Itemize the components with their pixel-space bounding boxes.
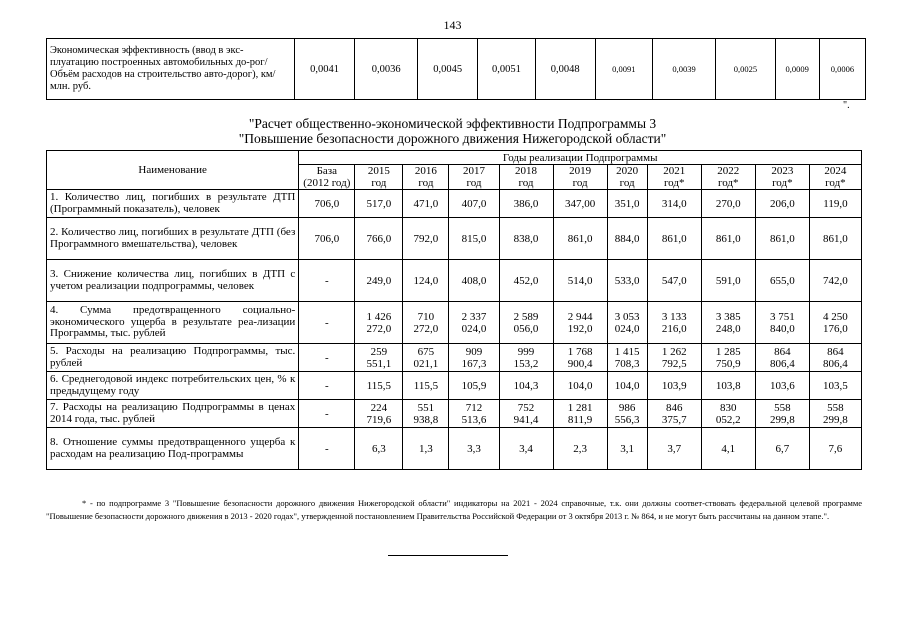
- year-header-cell: [553, 165, 607, 190]
- table-row: [47, 218, 862, 260]
- value-cell: 104,0: [553, 372, 607, 400]
- year-header-line: год: [418, 177, 434, 189]
- value-line: 792,5: [661, 357, 687, 370]
- year-header-line: 2017: [462, 165, 485, 177]
- table-row: [47, 428, 862, 470]
- value-cell: 0,0039: [653, 39, 716, 100]
- value-cell: 706,0: [299, 190, 355, 218]
- value-cell: 314,0: [647, 190, 701, 218]
- value-cell: 655,0: [755, 260, 809, 302]
- value-cell: 766,0: [355, 218, 403, 260]
- value-cell: 103,6: [755, 372, 809, 400]
- row-name: 6. Среднегодовой индекс потребительских цен, % к предыдущему году: [47, 372, 299, 400]
- table-title-line-2: "Повышение безопасности дорожного движения Нижегородской области": [238, 131, 667, 146]
- efficiency-table: [46, 150, 862, 470]
- value-cell: [355, 302, 403, 344]
- value-line: 846: [665, 401, 683, 414]
- year-header-cell: [299, 165, 355, 190]
- row-name: 1. Количество лиц, погибших в результате ДТП (Программный показатель), человек: [47, 190, 299, 218]
- value-cell: [499, 344, 553, 372]
- value-cell: 115,5: [403, 372, 449, 400]
- value-line: 3 053: [614, 310, 640, 323]
- value-cell: 861,0: [809, 218, 861, 260]
- year-header-cell: [499, 165, 553, 190]
- value-line: 216,0: [661, 322, 687, 335]
- value-line: 830: [720, 401, 737, 414]
- year-header-line: год*: [825, 177, 846, 189]
- value-line: 1 281: [567, 401, 593, 414]
- value-cell: [403, 302, 449, 344]
- year-header-line: год: [572, 177, 588, 189]
- value-line: 299,8: [769, 413, 795, 426]
- value-cell: 119,0: [809, 190, 861, 218]
- value-cell: -: [299, 400, 355, 428]
- value-line: 558: [774, 401, 791, 414]
- value-cell: 0,0048: [535, 39, 595, 100]
- value-line: 024,0: [614, 322, 640, 335]
- value-cell: [647, 302, 701, 344]
- value-cell: 7,6: [809, 428, 861, 470]
- year-header-cell: [701, 165, 755, 190]
- value-cell: [701, 400, 755, 428]
- value-line: 900,4: [567, 357, 593, 370]
- value-cell: 103,5: [809, 372, 861, 400]
- value-cell: [809, 344, 861, 372]
- value-line: 192,0: [567, 322, 593, 335]
- value-line: 2 589: [513, 310, 539, 323]
- value-line: 909: [465, 345, 483, 358]
- value-cell: 861,0: [755, 218, 809, 260]
- value-line: 4 250: [823, 310, 848, 323]
- row-name: 2. Количество лиц, погибших в результате ДТП (без Программного вмешательства), человек: [47, 218, 299, 260]
- year-header-line: 2018: [515, 165, 538, 177]
- value-cell: 471,0: [403, 190, 449, 218]
- value-cell: [607, 400, 647, 428]
- value-cell: 3,3: [449, 428, 499, 470]
- value-line: 375,7: [661, 413, 687, 426]
- value-cell: 0,0051: [478, 39, 536, 100]
- value-cell: 547,0: [647, 260, 701, 302]
- value-cell: [553, 302, 607, 344]
- value-line: 176,0: [823, 322, 848, 335]
- value-line: 056,0: [513, 322, 539, 335]
- year-header-line: год: [619, 177, 635, 189]
- value-cell: [701, 302, 755, 344]
- value-cell: [355, 344, 403, 372]
- value-cell: 861,0: [647, 218, 701, 260]
- value-line: 2 944: [567, 310, 593, 323]
- value-line: 1 415: [614, 345, 640, 358]
- value-line: 052,2: [715, 413, 741, 426]
- value-line: 224: [370, 401, 388, 414]
- value-cell: 0,0091: [595, 39, 653, 100]
- year-header-line: (2012 год): [303, 177, 351, 189]
- value-cell: -: [299, 372, 355, 400]
- page-number: 143: [443, 18, 462, 32]
- year-header-line: 2020: [616, 165, 639, 177]
- table-row: [47, 372, 862, 400]
- value-line: 719,6: [366, 413, 392, 426]
- table-row: [47, 39, 866, 100]
- row-label: Экономическая эффективность (ввод в экс-плуатацию построенных автомобильных до-рог/Объём расходов на строительство авто-дорог), км/млн. руб.: [47, 39, 295, 100]
- value-cell: -: [299, 260, 355, 302]
- value-line: 712: [465, 401, 483, 414]
- value-cell: 104,3: [499, 372, 553, 400]
- row-name: 3. Снижение количества лиц, погибших в ДТП с учетом реализации подпрограммы, человек: [47, 260, 299, 302]
- value-cell: 3,7: [647, 428, 701, 470]
- value-cell: 386,0: [499, 190, 553, 218]
- value-cell: [403, 400, 449, 428]
- value-line: 167,3: [461, 357, 487, 370]
- value-cell: 884,0: [607, 218, 647, 260]
- value-cell: 517,0: [355, 190, 403, 218]
- value-cell: [553, 400, 607, 428]
- row-name: 5. Расходы на реализацию Подпрограммы, тыс. рублей: [47, 344, 299, 372]
- value-line: 806,4: [769, 357, 795, 370]
- value-line: 248,0: [715, 322, 741, 335]
- value-line: 3 133: [661, 310, 687, 323]
- row-name: 7. Расходы на реализацию Подпрограммы в ценах 2014 года, тыс. рублей: [47, 400, 299, 428]
- value-cell: 351,0: [607, 190, 647, 218]
- value-line: 710: [417, 310, 435, 323]
- year-header-line: База: [316, 165, 338, 177]
- value-cell: 6,7: [755, 428, 809, 470]
- value-line: 153,2: [513, 357, 539, 370]
- value-line: 558: [827, 401, 844, 414]
- value-cell: 861,0: [701, 218, 755, 260]
- value-line: 513,6: [461, 413, 487, 426]
- value-cell: -: [299, 344, 355, 372]
- table-row: [47, 400, 862, 428]
- value-cell: [355, 400, 403, 428]
- value-line: 1 285: [715, 345, 741, 358]
- year-header-cell: [755, 165, 809, 190]
- value-line: 840,0: [769, 322, 795, 335]
- table-row: [47, 344, 862, 372]
- value-cell: 0,0045: [418, 39, 478, 100]
- value-cell: 742,0: [809, 260, 861, 302]
- value-line: 1 426: [366, 310, 392, 323]
- table-row: [47, 302, 862, 344]
- value-cell: [607, 302, 647, 344]
- value-line: 938,8: [413, 413, 439, 426]
- value-cell: 0,0006: [819, 39, 865, 100]
- value-cell: 452,0: [499, 260, 553, 302]
- value-cell: 792,0: [403, 218, 449, 260]
- value-cell: 0,0009: [775, 39, 819, 100]
- value-line: 259: [370, 345, 388, 358]
- year-header-line: год: [518, 177, 534, 189]
- value-cell: 838,0: [499, 218, 553, 260]
- years-header: Годы реализации Подпрограммы: [299, 151, 862, 165]
- value-cell: [553, 344, 607, 372]
- value-cell: 2,3: [553, 428, 607, 470]
- value-cell: 706,0: [299, 218, 355, 260]
- table-row: [47, 190, 862, 218]
- year-header-line: год*: [718, 177, 739, 189]
- value-cell: 815,0: [449, 218, 499, 260]
- name-header: Наименование: [47, 151, 299, 190]
- header-row: [47, 151, 862, 165]
- year-header-cell: [647, 165, 701, 190]
- footnote: * - по подпрограмме 3 "Повышение безопасности дорожного движения Нижегородской области" индикаторы на 2021 - 2024 справочные, т.к. они должны соответ-ствовать федеральной целевой программе "Повышение безопасности дорожного движения в 2013 - 2020 годах", утвержденной постановлением Правительства Российской Федерации от 3 октября 2013 г. № 864, и не могут быть рассчитаны на данном этапе.".: [46, 498, 862, 521]
- value-cell: [449, 344, 499, 372]
- value-cell: [403, 344, 449, 372]
- value-line: 3 751: [769, 310, 795, 323]
- closing-quote: ".: [843, 100, 850, 111]
- value-line: 024,0: [461, 322, 487, 335]
- year-header-line: год*: [663, 177, 685, 189]
- value-cell: 861,0: [553, 218, 607, 260]
- year-header-line: 2024: [824, 165, 847, 177]
- value-line: 864: [827, 345, 844, 358]
- value-line: 864: [774, 345, 791, 358]
- value-line: 272,0: [413, 322, 439, 335]
- year-header-cell: [607, 165, 647, 190]
- value-cell: 104,0: [607, 372, 647, 400]
- value-line: 806,4: [823, 357, 848, 370]
- value-cell: [809, 302, 861, 344]
- year-header-line: 2021: [663, 165, 686, 177]
- value-cell: -: [299, 428, 355, 470]
- table-row: [47, 260, 862, 302]
- value-cell: 249,0: [355, 260, 403, 302]
- year-header-cell: [403, 165, 449, 190]
- value-cell: [755, 400, 809, 428]
- value-cell: 0,0025: [716, 39, 775, 100]
- year-header-cell: [355, 165, 403, 190]
- year-header-line: год: [466, 177, 482, 189]
- value-cell: 407,0: [449, 190, 499, 218]
- value-cell: 4,1: [701, 428, 755, 470]
- value-line: 941,4: [513, 413, 539, 426]
- value-line: 299,8: [823, 413, 848, 426]
- value-cell: 270,0: [701, 190, 755, 218]
- value-line: 3 385: [715, 310, 741, 323]
- value-cell: 0,0041: [295, 39, 355, 100]
- row-name: 8. Отношение суммы предотвращенного ущерба к расходам на реализацию Под-программы: [47, 428, 299, 470]
- value-cell: -: [299, 302, 355, 344]
- year-header-line: 2019: [569, 165, 592, 177]
- value-line: 2 337: [461, 310, 487, 323]
- value-cell: [499, 302, 553, 344]
- value-cell: [809, 400, 861, 428]
- value-cell: [647, 400, 701, 428]
- value-cell: [449, 302, 499, 344]
- year-header-line: 2016: [414, 165, 437, 177]
- value-cell: 206,0: [755, 190, 809, 218]
- value-line: 021,1: [413, 357, 439, 370]
- year-header-line: год: [371, 177, 387, 189]
- value-cell: [755, 344, 809, 372]
- table-title-line-1: "Расчет общественно-экономической эффективности Подпрограммы 3: [248, 116, 657, 131]
- value-line: 1 262: [661, 345, 687, 358]
- value-cell: 533,0: [607, 260, 647, 302]
- value-cell: 3,4: [499, 428, 553, 470]
- value-line: 986: [618, 401, 636, 414]
- year-header-line: 2022: [717, 165, 740, 177]
- value-line: 999: [517, 345, 535, 358]
- value-cell: 0,0036: [354, 39, 417, 100]
- separator-line: [388, 555, 508, 556]
- value-cell: 124,0: [403, 260, 449, 302]
- value-cell: 514,0: [553, 260, 607, 302]
- value-line: 551: [417, 401, 435, 414]
- value-cell: 347,00: [553, 190, 607, 218]
- value-line: 708,3: [614, 357, 640, 370]
- value-line: 272,0: [366, 322, 392, 335]
- value-cell: 103,9: [647, 372, 701, 400]
- value-cell: 3,1: [607, 428, 647, 470]
- year-header-line: 2023: [771, 165, 794, 177]
- value-cell: 115,5: [355, 372, 403, 400]
- value-line: 556,3: [614, 413, 640, 426]
- row-name: 4. Сумма предотвращенного социально-экономического ущерба в результате реа-лизации Программы, тыс. рублей: [47, 302, 299, 344]
- value-line: 1 768: [567, 345, 593, 358]
- value-cell: [607, 344, 647, 372]
- value-cell: 408,0: [449, 260, 499, 302]
- value-line: 752: [517, 401, 535, 414]
- value-cell: [499, 400, 553, 428]
- year-header-cell: [809, 165, 861, 190]
- value-cell: [647, 344, 701, 372]
- value-cell: [449, 400, 499, 428]
- value-cell: 6,3: [355, 428, 403, 470]
- value-cell: [755, 302, 809, 344]
- year-header-line: 2015: [367, 165, 390, 177]
- top-continuation-table: [46, 38, 866, 100]
- year-header-cell: [449, 165, 499, 190]
- value-line: 811,9: [567, 413, 593, 426]
- value-cell: 591,0: [701, 260, 755, 302]
- value-cell: 103,8: [701, 372, 755, 400]
- value-cell: 1,3: [403, 428, 449, 470]
- value-line: 750,9: [715, 357, 741, 370]
- value-cell: 105,9: [449, 372, 499, 400]
- value-line: 551,1: [366, 357, 392, 370]
- value-cell: [701, 344, 755, 372]
- year-header-line: год*: [772, 177, 793, 189]
- value-line: 675: [417, 345, 435, 358]
